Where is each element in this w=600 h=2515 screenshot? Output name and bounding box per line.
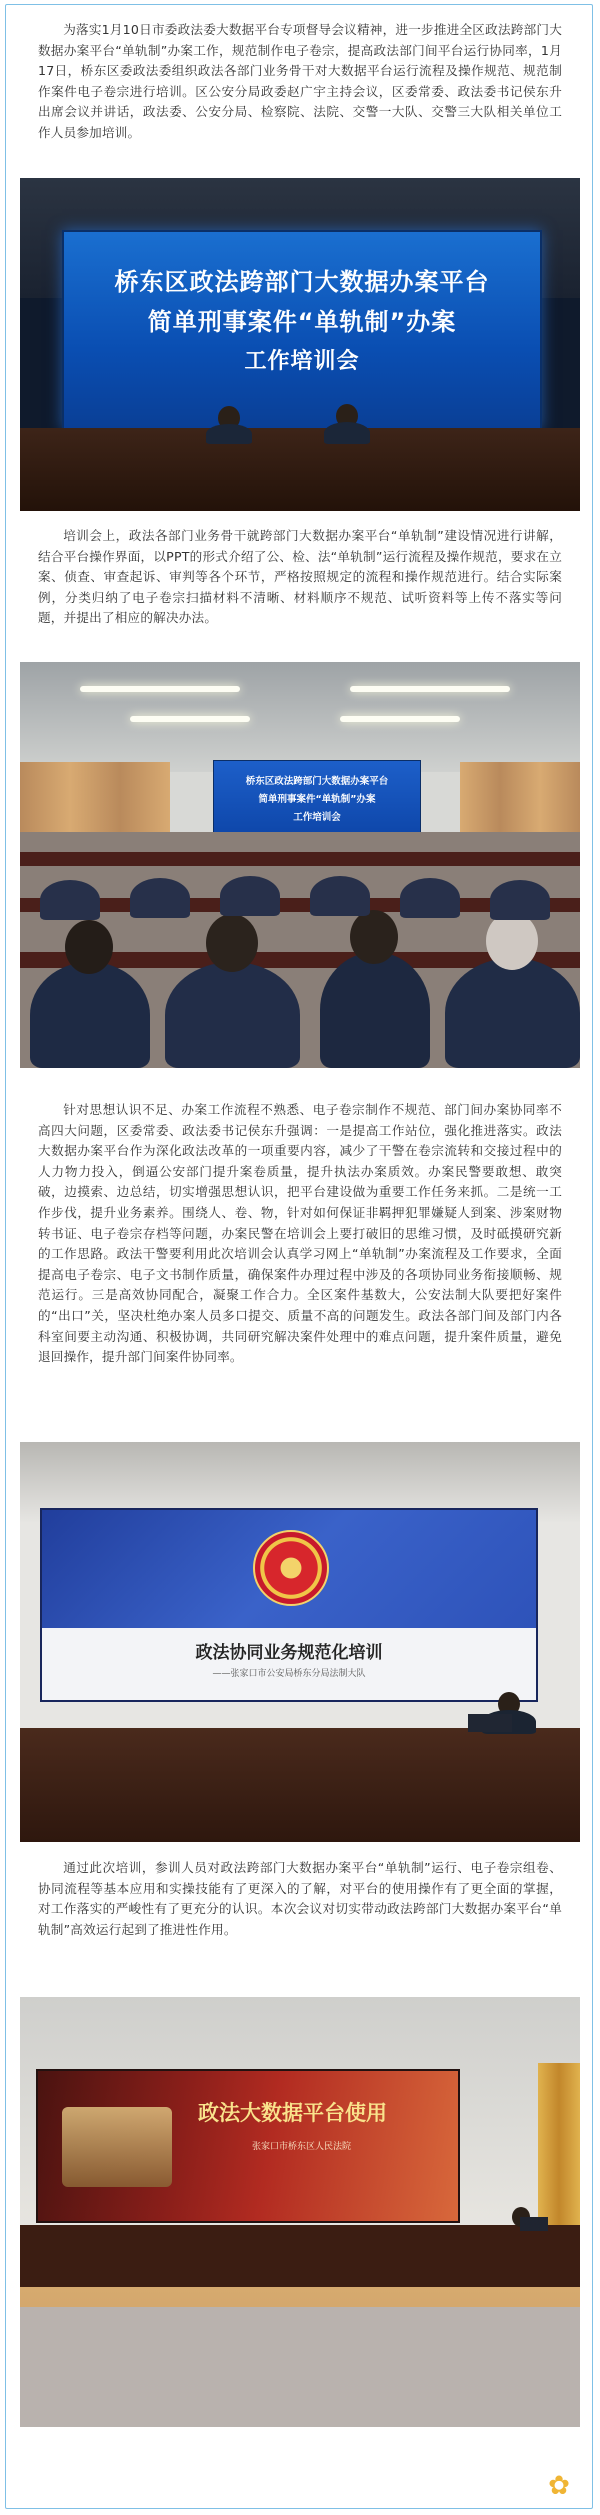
police-emblem-icon (253, 1530, 329, 1606)
screen-text-line3: 工作培训会 (293, 812, 341, 823)
screen-title-line3: 工作培训会 (244, 349, 360, 374)
paragraph-conclusion: 通过此次培训，参训人员对政法跨部门大数据办案平台“单轨制”运行、电子卷宗组卷、协同流程等基本应用和实操技能有了更深入的了解，对平台的使用操作有了更全面的掌握，对工作落实的严峻性有了更充分的认识。本次会议对切实带动政法跨部门大数据办案平台“单轨制”高效运行起到了推进性作用。 (38, 1860, 562, 1937)
presenter-desk (20, 2225, 580, 2287)
projection-screen (62, 230, 542, 430)
paragraph-speech-points: 针对思想认识不足、办案工作流程不熟悉、电子卷宗制作不规范、部门间办案协同率不高四大问题，区委常委、政法委书记侯东升强调：一是提高工作站位，强化推进落实。政法大数据办案平台作为深化政法改革的一项重要内容，减少了干警在卷宗流转和交接过程中的人力物力投入，倒逼公安部门提升案卷质量，提升执法办案质效。办案民警要敢想、敢突破，边摸索、边总结，切实增强思想认识，把平台建设做为重要工作任务来抓。二是统一工作步伐，提升业务素养。围绕人、卷、物，针对如何保证非羁押犯罪嫌疑人到案、涉案财物转书证、电子卷宗存档等问题，办案民警在培训会上要打破旧的思维习惯，及时砥摸研究新的工作思路。政法干警要利用此次培训会认真学习网上“单轨制”办案流程及工作要求，全面提高电子卷宗、电子文书制作质量，确保案件办理过程中涉及的各项协同业务衔接顺畅、规范运行。三是高效协同配合，凝聚工作合力。全区案件基数大，公安法制大队要把好案件的“出口”关，坚决杜绝办案人员多口提交、质量不高的问题发生。政法各部门间及部门内各科室间要主动沟通、积极协调，共同研究解决案件处理中的难点问题，提升案件质量，避免退回操作，提升部门间案件协同率。 (38, 1102, 562, 1365)
screen-text-line2: 简单刑事案件“单轨制”办案 (258, 794, 376, 805)
screen-court-subtitle: 张家口市桥东区人民法院 (252, 2142, 352, 2152)
photo-court-training-session (20, 1997, 580, 2427)
front-desk (20, 1728, 580, 1842)
projection-screen-small (213, 760, 421, 840)
gavel-books-image-icon (62, 2107, 172, 2187)
photo-training-meeting-stage (20, 178, 580, 511)
screen-banner-subtitle: ——张家口市公安局桥东分局法制大队 (212, 1669, 366, 1679)
photo-meeting-hall-audience (20, 662, 580, 1068)
paragraph-training-content: 培训会上，政法各部门业务骨干就跨部门大数据办案平台“单轨制”建设情况进行讲解，结合平台操作界面，以PPT的形式介绍了公、检、法“单轨制”运行流程及操作规范，要求在立案、侦查、审查起诉、审判等各个环节，严格按照规定的流程和操作规范进行。结合实际案例，分类归纳了电子卷宗扫描材料不清晰、材料顺序不规范、试听资料等上传不落实等问题，并提出了相应的解决办法。 (38, 528, 562, 626)
screen-banner-title: 政法协同业务规范化培训 (195, 1643, 383, 1663)
screen-title-line1: 桥东区政法跨部门大数据办案平台 (114, 268, 490, 296)
projection-screen-police (40, 1508, 538, 1702)
projection-screen-court (36, 2069, 460, 2223)
screen-title-line2: 简单刑事案件“单轨制”办案 (147, 308, 457, 336)
rostrum-desk (20, 428, 580, 511)
photo-police-training-session (20, 1442, 580, 1842)
screen-court-title: 政法大数据平台使用 (198, 2100, 387, 2125)
paragraph-intro: 为落实1月10日市委政法委大数据平台专项督导会议精神，进一步推进全区政法跨部门大数据办案平台“单轨制”办案工作，规范制作电子卷宗，提高政法部门间平台运行协同率，1月17日，桥东区委政法委组织政法各部门业务骨干对大数据平台运行流程及操作规范、规范制作案件电子卷宗进行培训。区公安分局政委赵广宇主持会议，区委常委、政法委书记侯东升出席会议并讲话，政法委、公安分局、检察院、法院、交警一大队、交警三大队相关单位工作人员参加培训。 (38, 22, 562, 140)
screen-text-line1: 桥东区政法跨部门大数据办案平台 (245, 776, 389, 787)
yellow-flower-icon: ✿ (548, 2471, 570, 2501)
